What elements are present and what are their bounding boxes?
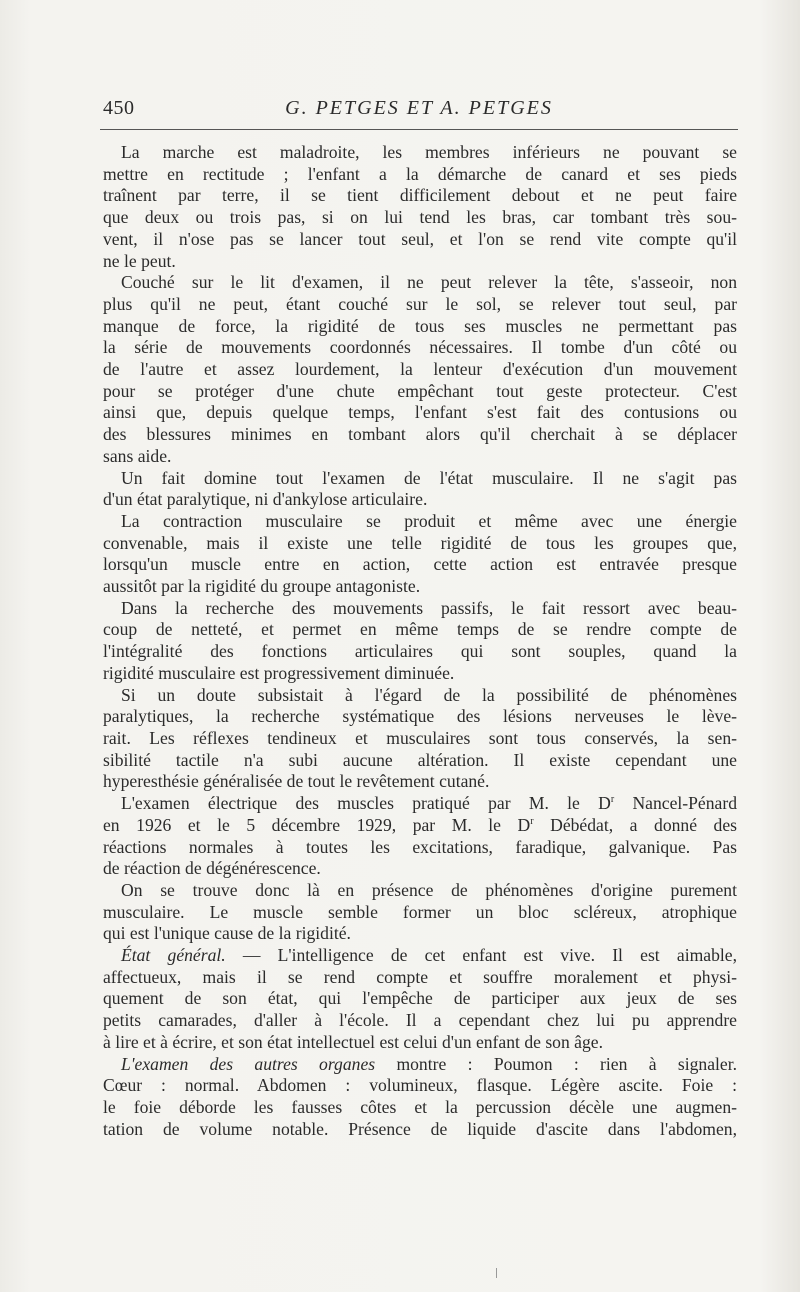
text-line: ne le peut. bbox=[103, 250, 176, 271]
text-line: La marche est maladroite, les membres inférieurs ne pouvant se bbox=[121, 142, 737, 162]
text-line: lorsqu'un muscle entre en action, cette action est entravée presque bbox=[103, 554, 737, 575]
body-text bbox=[103, 142, 737, 1140]
text-line: le foie déborde les fausses côtes et la percussion décèle une augmen- bbox=[103, 1096, 737, 1117]
text-line: traînent par terre, il se tient difficilement debout et ne peut faire bbox=[103, 185, 737, 206]
text-line: petits camarades, d'aller à l'école. Il a cependant chez lui pu apprendre bbox=[103, 1010, 737, 1031]
text-line: quement de son état, qui l'empêche de participer aux jeux de ses bbox=[103, 988, 737, 1009]
page-number: 450 bbox=[103, 97, 135, 119]
text-line: aussitôt par la rigidité du groupe antagoniste. bbox=[103, 576, 421, 597]
text-line: On se trouve donc là en présence de phénomènes d'origine purement bbox=[121, 879, 737, 900]
text-line: L'examen des autres organes montre : Poumon : rien à signaler. bbox=[121, 1053, 738, 1074]
text-line: Un fait domine tout l'examen de l'état musculaire. Il ne s'agit pas bbox=[121, 467, 737, 488]
text-line: rigidité musculaire est progressivement diminuée. bbox=[103, 662, 455, 683]
text-line: tation de volume notable. Présence de liquide d'ascite dans l'abdomen, bbox=[103, 1118, 737, 1139]
page-header bbox=[100, 97, 738, 129]
text-line: coup de netteté, et permet en même temps de se rendre compte de bbox=[103, 619, 737, 640]
text-line: pour se protéger d'une chute empêchant tout geste protecteur. C'est bbox=[103, 380, 737, 401]
text-line: affectueux, mais il se rend compte et souffre moralement et physi- bbox=[103, 966, 737, 987]
text-line: qui est l'unique cause de la rigidité. bbox=[103, 923, 351, 944]
text-line: manque de force, la rigidité de tous ses muscles ne permettant pas bbox=[103, 315, 737, 336]
text-line: d'un état paralytique, ni d'ankylose articulaire. bbox=[103, 489, 428, 510]
text-line: Dans la recherche des mouvements passifs, le fait ressort avec beau- bbox=[121, 597, 737, 618]
header-rule bbox=[100, 129, 738, 130]
text-line: mettre en rectitude ; l'enfant a la démarche de canard et ses pieds bbox=[103, 163, 737, 184]
text-line: L'examen électrique des muscles pratiqué par M. le $D^r$ Nancel-Pénard bbox=[121, 793, 738, 814]
text-line: vent, il n'ose pas se lancer tout seul, et l'on se rend vite compte qu'il bbox=[103, 228, 737, 249]
text-line: Couché sur le lit d'examen, il ne peut relever la tête, s'asseoir, non bbox=[121, 272, 737, 293]
text-line: de réaction de dégénérescence. bbox=[103, 858, 321, 879]
page-mark bbox=[496, 1268, 497, 1278]
text-line: que deux ou trois pas, si on lui tend les bras, car tombant très sou- bbox=[103, 207, 737, 228]
text-line: en 1926 et le 5 décembre 1929, par M. le $D^r$ Débédat, a donné des bbox=[103, 814, 738, 835]
text-line: paralytiques, la recherche systématique des lésions nerveuses le lève- bbox=[103, 706, 737, 727]
text-line: hyperesthésie généralisée de tout le revêtement cutané. bbox=[103, 771, 490, 792]
text-line: de l'autre et assez lourdement, la lenteur d'exécution d'un mouvement bbox=[103, 359, 737, 380]
text-line: convenable, mais il existe une telle rigidité de tous les groupes que, bbox=[103, 532, 737, 553]
text-line: des blessures minimes en tombant alors qu'il cherchait à se déplacer bbox=[103, 424, 737, 445]
text-line: État général. — L'intelligence de cet enfant est vive. Il est aimable, bbox=[121, 945, 737, 966]
running-title: G. PETGES ET A. PETGES bbox=[285, 97, 553, 119]
text-line: sans aide. bbox=[103, 445, 172, 466]
text-line: Cœur : normal. Abdomen : volumineux, flasque. Légère ascite. Foie : bbox=[103, 1075, 737, 1096]
text-line: La contraction musculaire se produit et même avec une énergie bbox=[121, 510, 737, 531]
text-line: réactions normales à toutes les excitations, faradique, galvanique. Pas bbox=[103, 836, 737, 857]
text-line: sibilité tactile n'a subi aucune altération. Il existe cependant une bbox=[103, 749, 737, 770]
text-line: musculaire. Le muscle semble former un bloc scléreux, atrophique bbox=[103, 901, 737, 922]
text-line: rait. Les réflexes tendineux et musculaires sont tous conservés, la sen- bbox=[103, 727, 737, 748]
text-line: ainsi que, depuis quelque temps, l'enfant s'est fait des contusions ou bbox=[103, 402, 737, 423]
text-line: l'intégralité des fonctions articulaires qui sont souples, quand la bbox=[103, 641, 737, 662]
text-line: plus qu'il ne peut, étant couché sur le sol, se relever tout seul, par bbox=[103, 293, 737, 314]
text-line: la série de mouvements coordonnés nécessaires. Il tombe d'un côté ou bbox=[103, 337, 737, 358]
text-line: Si un doute subsistait à l'égard de la possibilité de phénomènes bbox=[121, 684, 737, 705]
text-line: à lire et à écrire, et son état intellectuel est celui d'un enfant de son âge. bbox=[103, 1031, 603, 1052]
